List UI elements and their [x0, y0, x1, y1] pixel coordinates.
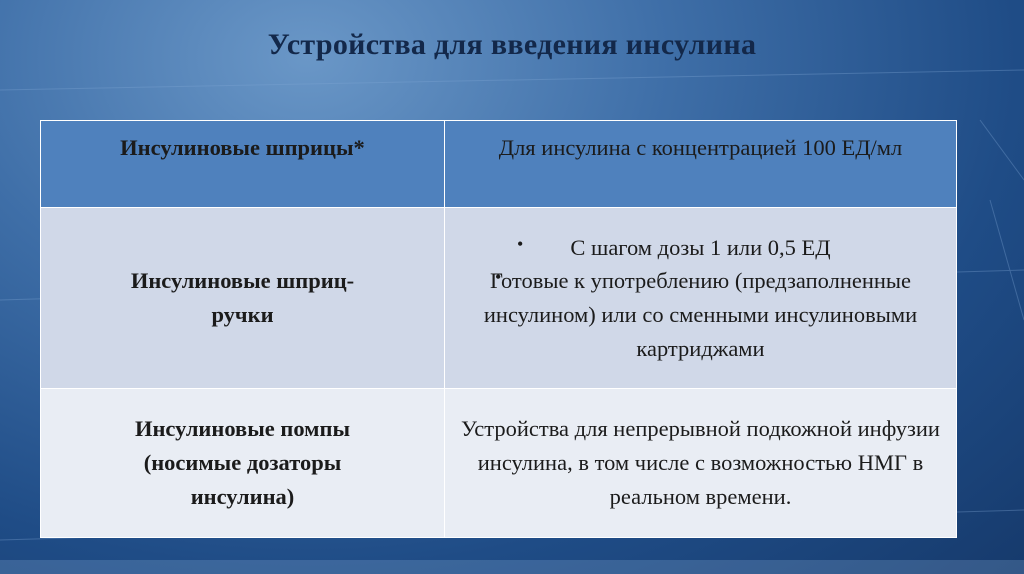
- row-label-line: Инсулиновые шприц-: [130, 268, 355, 294]
- row-label: [41, 208, 445, 389]
- row-label-line: ручки: [211, 302, 274, 327]
- row-description: Устройства для непрерывной подкожной инфузии инсулина, в том числе с возможностью НМГ в реальном времени.: [445, 389, 957, 538]
- list-item: • С шагом дозы 1 или 0,5 ЕД: [459, 231, 942, 265]
- row-description: Для инсулина с концентрацией 100 ЕД/мл: [445, 121, 957, 208]
- table-row: [41, 121, 957, 208]
- row-description: [445, 208, 957, 389]
- row-label-line: (носимые дозаторы: [143, 450, 342, 476]
- row-label: Инсулиновые шприцы*: [41, 121, 445, 208]
- bullet-list: [459, 231, 942, 366]
- page-title: Устройства для введения инсулина: [267, 28, 757, 61]
- insulin-devices-table: [40, 120, 957, 538]
- row-label: [41, 389, 445, 538]
- table-row: [41, 208, 957, 389]
- table-row: [41, 389, 957, 538]
- row-label-line: инсулина): [190, 483, 295, 509]
- list-item: • Готовые к употреблению (предзаполненные инсулином) или со сменными инсулиновыми картриджами: [459, 264, 942, 365]
- row-label-line: Инсулиновые помпы: [134, 416, 351, 442]
